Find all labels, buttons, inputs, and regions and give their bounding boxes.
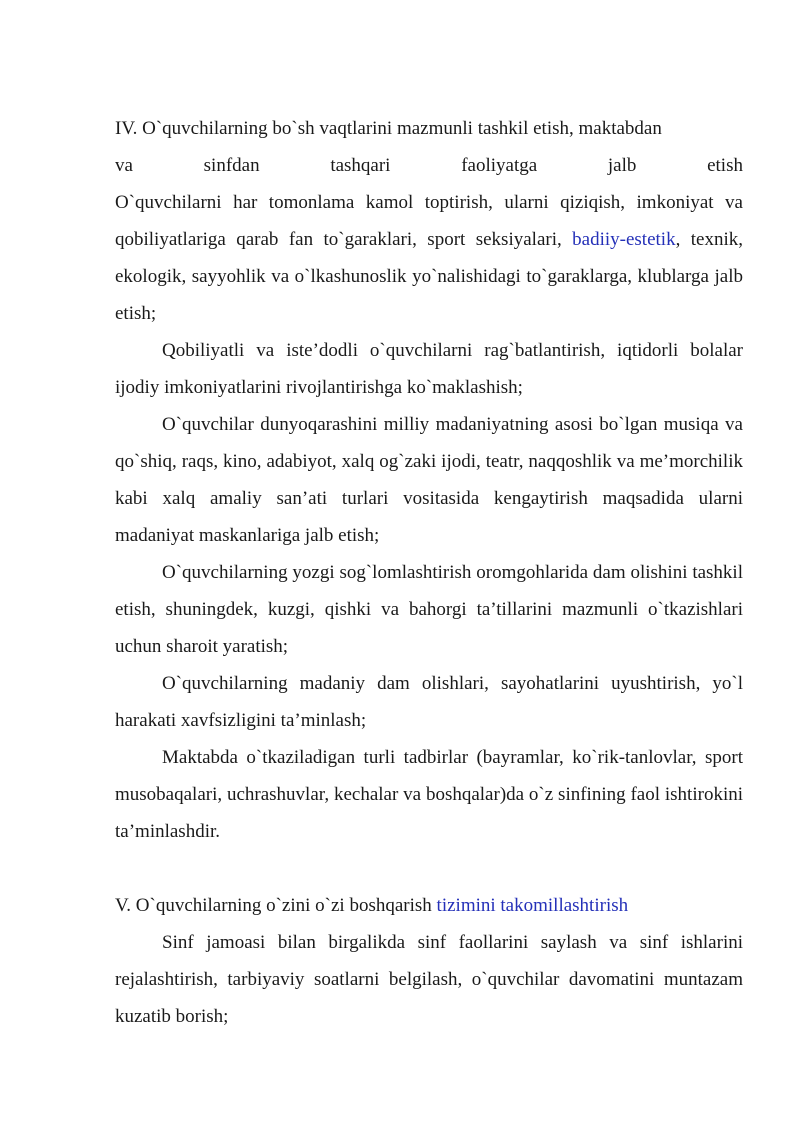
heading-word: etish	[707, 155, 743, 176]
section-iv-paragraph-2: Qobiliyatli va iste’dodli o`quvchilarni rag`batlantirish, iqtidorli bolalar ijodiy imkoniyatlarini rivojlantirishga ko`maklashish;	[115, 340, 743, 398]
badiiy-estetik-link[interactable]: badiiy-estetik	[572, 229, 676, 250]
document-page	[115, 110, 743, 1035]
section-v-paragraph-1: Sinf jamoasi bilan birgalikda sinf faollarini saylash va sinf ishlarini rejalashtirish, tarbiyaviy soatlarni belgilash, o`quvchilar davomatini muntazam kuzatib borish;	[115, 932, 743, 1027]
section-iv-paragraph-5: O`quvchilarning madaniy dam olishlari, sayohatlarini uyushtirish, yo`l harakati xavfsizligini ta’minlash;	[115, 673, 743, 731]
section-iv-heading-line1: IV. O`quvchilarning bo`sh vaqtlarini mazmunli tashkil etish, maktabdan	[115, 118, 662, 139]
section-iv-paragraph-1	[115, 184, 743, 332]
paragraph-text: , texnik, ekologik, sayyohlik va o`lkashunoslik yo`nalishidagi to`garaklarga, klublarga jalb etish;	[115, 229, 743, 324]
section-iv-paragraph-3: O`quvchilar dunyoqarashini milliy madaniyatning asosi bo`lgan musiqa va qo`shiq, raqs, kino, adabiyot, xalq og`zaki ijodi, teatr, naqqoshlik va me’morchilik kabi xalq amaliy san’ati turlari vositasida kengaytirish maqsadida ularni madaniyat maskanlariga jalb etish;	[115, 414, 743, 546]
section-iv-paragraph-6: Maktabda o`tkaziladigan turli tadbirlar (bayramlar, ko`rik-tanlovlar, sport musobaqalari, uchrashuvlar, kechalar va boshqalar)da o`z sinfining faol ishtirokini ta’minlashdir.	[115, 747, 743, 842]
section-v-heading	[115, 887, 743, 924]
heading-word: sinfdan	[203, 155, 260, 176]
section-iv-heading-line2	[115, 147, 743, 184]
heading-text: V. O`quvchilarning o`zini o`zi boshqarish	[115, 895, 437, 916]
section-iv-paragraph-4: O`quvchilarning yozgi sog`lomlashtirish oromgohlarida dam olishini tashkil etish, shuningdek, kuzgi, qishki va bahorgi ta’tillarini mazmunli o`tkazishlari uchun sharoit yaratish;	[115, 562, 743, 657]
heading-word: faoliyatga	[461, 155, 538, 176]
tizimini-takomillashtirish-link[interactable]: tizimini takomillashtirish	[436, 895, 629, 916]
section-spacer	[115, 850, 743, 887]
heading-word: tashqari	[330, 155, 391, 176]
heading-word: jalb	[607, 155, 637, 176]
heading-word: va	[115, 155, 133, 176]
paragraph-text: O`quvchilarni har tomonlama kamol toptirish, ularni qiziqish, imkoniyat va qobiliyatlariga qarab fan to`garaklari, sport seksiyalari,	[115, 192, 743, 250]
